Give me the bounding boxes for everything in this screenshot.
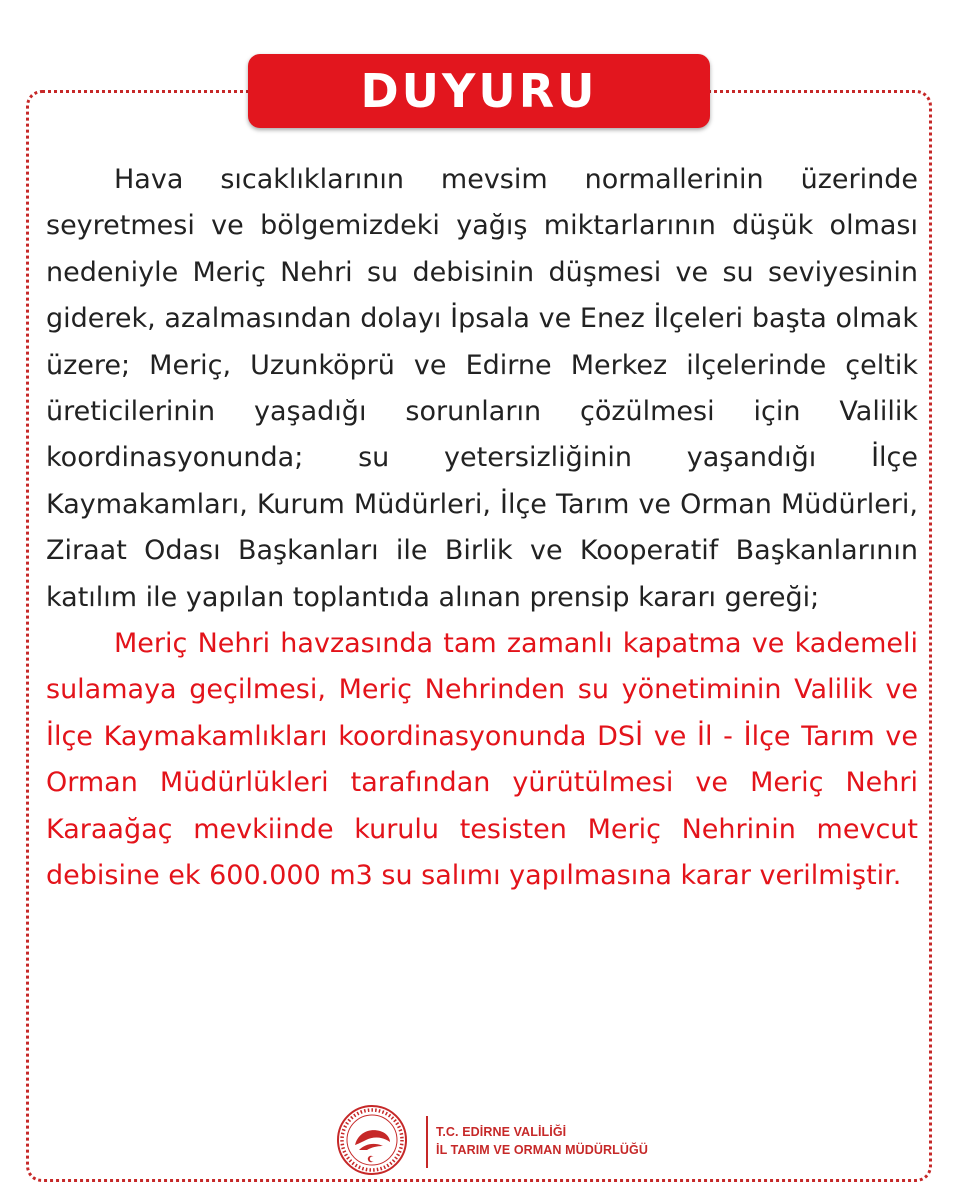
page-title: DUYURU — [360, 64, 598, 118]
paragraph-intro: Hava sıcaklıklarının mevsim normallerinin üzerinde seyretmesi ve bölgemizdeki yağış miktarlarının düşük olması nedeniyle Meriç Nehri su debisinin düşmesi ve su seviyesinin giderek, azalmasından dolayı İpsala ve Enez İlçeleri başta olmak üzere; Meriç, Uzunköprü ve Edirne Merkez ilçelerinde çeltik üreticilerinin yaşadığı sorunların çözülmesi için Valilik koordinasyonunda; su yetersizliğinin yaşandığı İlçe Kaymakamları, Kurum Müdürleri, İlçe Tarım ve Orman Müdürleri, Ziraat Odası Başkanları ile Birlik ve Kooperatif Başkanlarının katılım ile yapılan toplantıda alınan prensip kararı gereği; — [46, 164, 918, 613]
footer-divider — [426, 1116, 428, 1168]
announcement-body — [46, 157, 918, 900]
ministry-seal-icon — [336, 1104, 408, 1176]
org-name-line-2: İL TARIM VE ORMAN MÜDÜRLÜĞÜ — [436, 1143, 648, 1157]
paragraph-decision: Meriç Nehri havzasında tam zamanlı kapatma ve kademeli sulamaya geçilmesi, Meriç Nehrinden su yönetiminin Valilik ve İlçe Kaymakamlıkları koordinasyonunda DSİ ve İl - İlçe Tarım ve Orman Müdürlükleri tarafından yürütülmesi ve Meriç Nehri Karaağaç mevkiinde kurulu tesisten Meriç Nehrinin mevcut debisine ek 600.000 m3 su salımı yapılmasına karar verilmiştir. — [46, 628, 918, 892]
org-name-line-1: T.C. EDİRNE VALİLİĞİ — [436, 1125, 567, 1139]
title-banner — [248, 54, 710, 128]
footer — [336, 1102, 666, 1182]
